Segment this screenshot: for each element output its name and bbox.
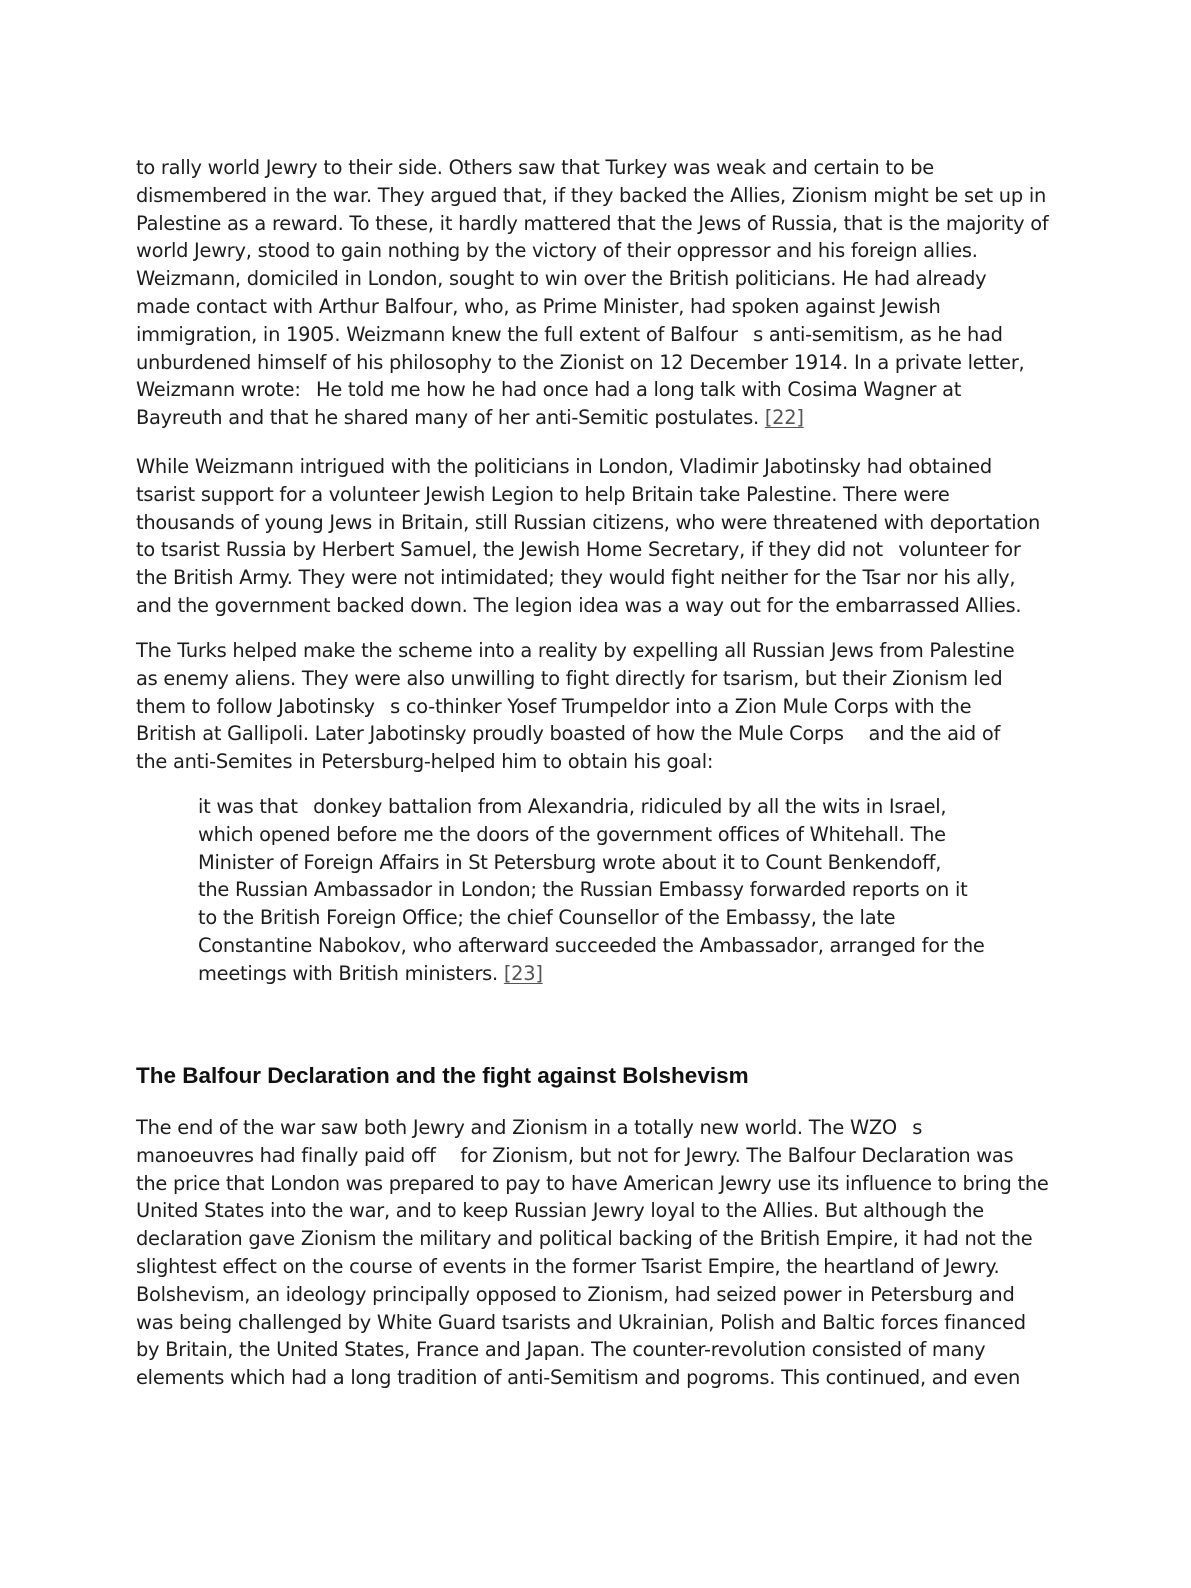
text-line: the anti-Semites in Petersburg-helped him to obtain his goal:	[136, 750, 714, 774]
text-line: elements which had a long tradition of anti-Semitism and pogroms. This continued, and even	[136, 1366, 1021, 1390]
text-line: tsarist support for a volunteer Jewish Legion to help Britain take Palestine. There were	[136, 482, 950, 506]
text-line: While Weizmann intrigued with the politicians in London, Vladimir Jabotinsky had obtained	[136, 455, 992, 478]
text-line: dismembered in the war. They argued that, if they backed the Allies, Zionism might be set up in	[136, 183, 1047, 207]
text-line: as enemy aliens. They were also unwilling to fight directly for tsarism, but their Zionism led	[136, 666, 1003, 690]
quote-line-content: meetings with British ministers.	[198, 961, 504, 985]
text-line: Palestine as a reward. To these, it hardly mattered that the Jews of Russia, that is the majority of	[136, 211, 1049, 235]
text-line	[136, 404, 1076, 432]
quote-line: Constantine Nabokov, who afterward succeeded the Ambassador, arranged for the	[198, 933, 985, 957]
text-line: was being challenged by White Guard tsarists and Ukrainian, Polish and Baltic forces financed	[136, 1310, 1026, 1334]
quote-line: the Russian Ambassador in London; the Russian Embassy forwarded reports on it	[198, 878, 968, 902]
text-line: Weizmann wrote: He told me how he had once had a long talk with Cosima Wagner at	[136, 378, 962, 402]
text-line: to tsarist Russia by Herbert Samuel, the Jewish Home Secretary, if they did not volunteer for	[136, 538, 1021, 562]
text-line: made contact with Arthur Balfour, who, as Prime Minister, had spoken against Jewish	[136, 294, 941, 318]
text-line: and the government backed down. The legion idea was a way out for the embarrassed Allies.	[136, 593, 1022, 617]
text-line: to rally world Jewry to their side. Others saw that Turkey was weak and certain to be	[136, 156, 934, 179]
quote-line: it was that donkey battalion from Alexandria, ridiculed by all the wits in Israel,	[198, 795, 947, 818]
text-line: declaration gave Zionism the military and political backing of the British Empire, it had not the	[136, 1227, 1033, 1251]
paragraph-1	[136, 154, 1076, 432]
text-line: the price that London was prepared to pay to have American Jewry use its influence to bring the	[136, 1171, 1049, 1195]
text-line: unburdened himself of his philosophy to the Zionist on 12 December 1914. In a private letter,	[136, 350, 1025, 374]
text-line: thousands of young Jews in Britain, still Russian citizens, who were threatened with deportation	[136, 510, 1041, 534]
text-line: The end of the war saw both Jewry and Zionism in a totally new world. The WZO s	[136, 1116, 923, 1139]
text-line: United States into the war, and to keep Russian Jewry loyal to the Allies. But although the	[136, 1199, 984, 1223]
paragraph-2	[136, 453, 1076, 620]
text-line: slightest effect on the course of events in the former Tsarist Empire, the heartland of Jewry.	[136, 1254, 1000, 1278]
text-line: by Britain, the United States, France and Japan. The counter-revolution consisted of many	[136, 1338, 986, 1362]
text-line: Weizmann, domiciled in London, sought to win over the British politicians. He had already	[136, 267, 987, 291]
text-line: The Turks helped make the scheme into a reality by expelling all Russian Jews from Palestine	[136, 639, 1015, 662]
text-line: world Jewry, stood to gain nothing by the victory of their oppressor and his foreign allies.	[136, 239, 978, 263]
quote-line: to the British Foreign Office; the chief Counsellor of the Embassy, the late	[198, 906, 896, 930]
quote-line	[198, 960, 1018, 988]
section-heading: The Balfour Declaration and the fight against Bolshevism	[136, 1063, 749, 1088]
footnote-link-23[interactable]: [23]	[503, 961, 543, 985]
text-line: the British Army. They were not intimidated; they would fight neither for the Tsar nor his ally,	[136, 566, 1016, 590]
text-line: British at Gallipoli. Later Jabotinsky proudly boasted of how the Mule Corps and the aid of	[136, 722, 1001, 746]
paragraph-3	[136, 637, 1076, 776]
block-quote	[198, 793, 1018, 988]
quote-line: which opened before me the doors of the government offices of Whitehall. The	[198, 822, 946, 846]
text-line: manoeuvres had finally paid off for Zionism, but not for Jewry. The Balfour Declaration was	[136, 1143, 1014, 1167]
text-line: immigration, in 1905. Weizmann knew the full extent of Balfour s anti-semitism, as he had	[136, 322, 1003, 346]
text-line: Bolshevism, an ideology principally opposed to Zionism, had seized power in Petersburg and	[136, 1282, 1015, 1306]
text-line: them to follow Jabotinsky s co-thinker Yosef Trumpeldor into a Zion Mule Corps with the	[136, 694, 972, 718]
quote-line: Minister of Foreign Affairs in St Petersburg wrote about it to Count Benkendoff,	[198, 850, 942, 874]
section-paragraph	[136, 1114, 1076, 1392]
footnote-link-22[interactable]: [22]	[764, 406, 804, 430]
text-line-content: Bayreuth and that he shared many of her anti-Semitic postulates.	[136, 406, 765, 430]
